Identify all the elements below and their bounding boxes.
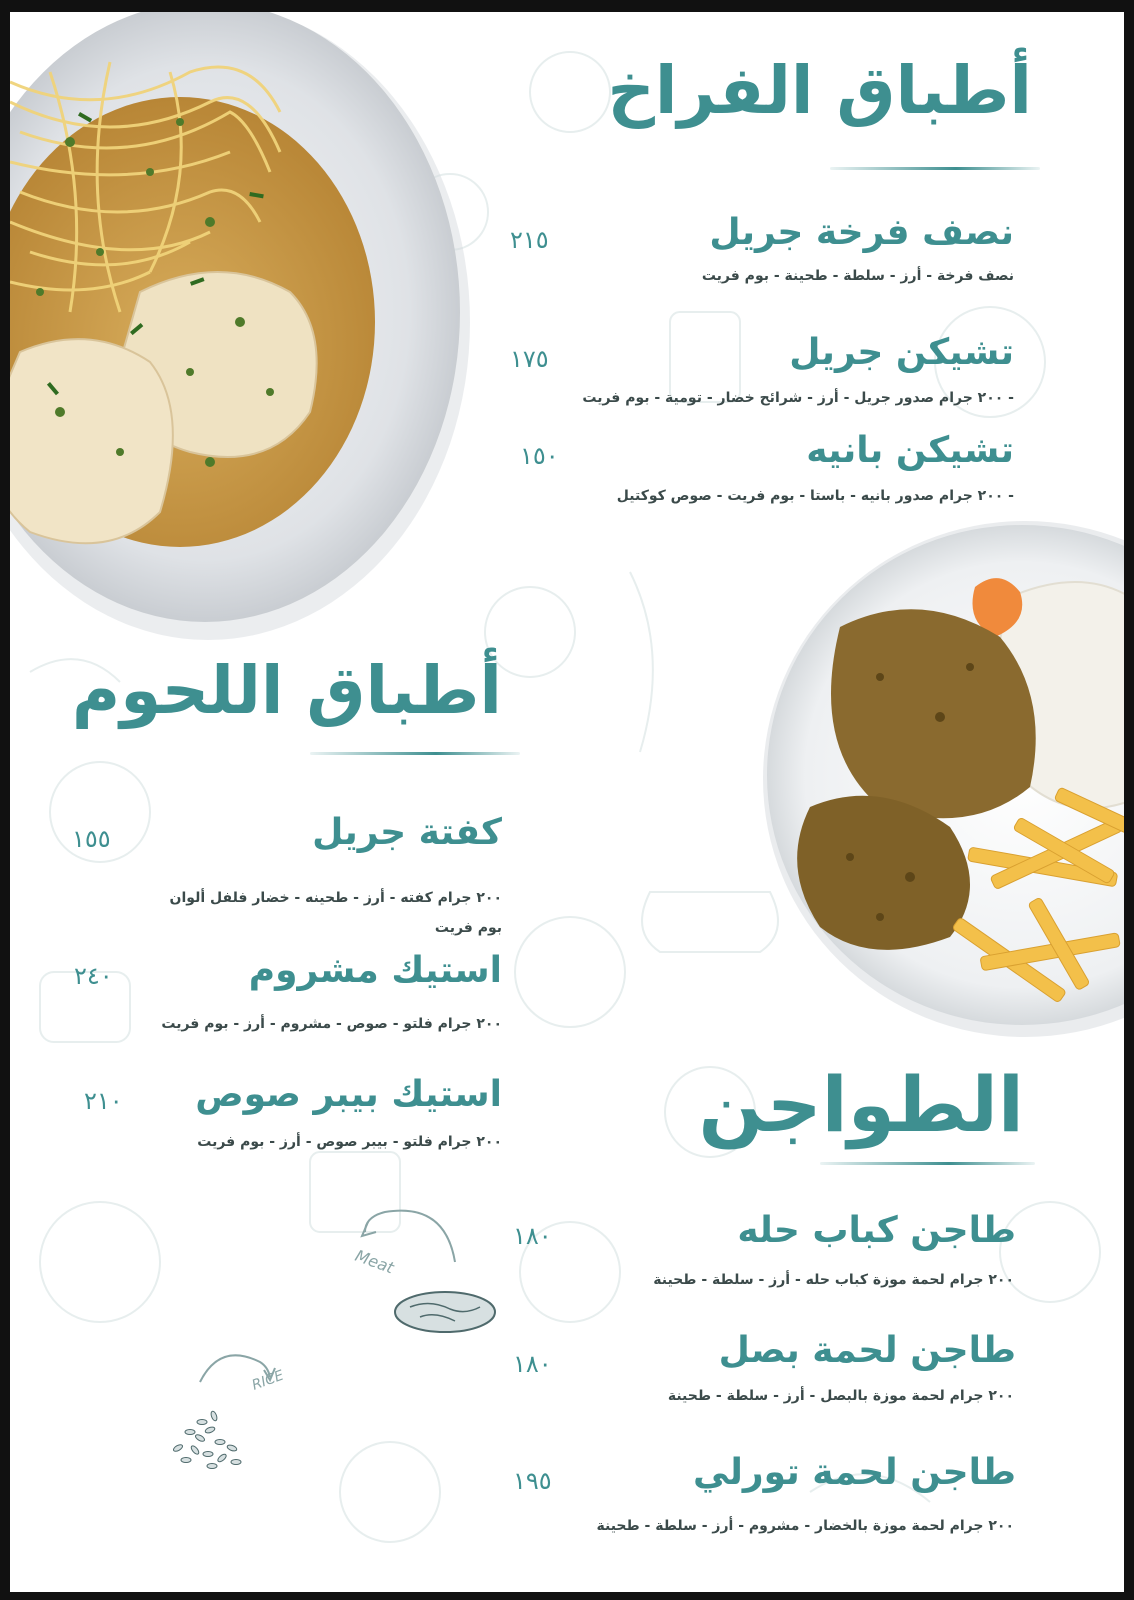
menu-page [10,12,1124,1592]
meat-title-underline [310,752,520,755]
chicken-title-underline [830,167,1040,170]
item-name-tagine-onion: طاجن لحمة بصل [718,1330,1016,1371]
desc-steak-pepper-sauce: ٢٠٠ جرام فلتو - بيبر صوص - أرز - بوم فريت [197,1134,502,1150]
meat-doodle-icon [340,1202,520,1352]
price-tagine-torly: ١٩٥ [513,1467,552,1495]
price-chicken-pane: ١٥٠ [520,442,559,470]
item-name-tagine-torly: طاجن لحمة تورلي [692,1452,1016,1493]
desc-tagine-kebab: ٢٠٠ جرام لحمة موزة كباب حله - أرز - سلطة - طحينة [653,1272,1014,1288]
desc-chicken-pane: - ٢٠٠ جرام صدور بانيه - باستا - بوم فريت - صوص كوكتيل [616,488,1014,504]
price-half-chicken-grill: ٢١٥ [510,226,549,254]
tagines-title-underline [820,1162,1035,1165]
desc-steak-mushroom: ٢٠٠ جرام فلتو - صوص - مشروم - أرز - بوم فريت [161,1016,502,1032]
item-name-steak-mushroom: استيك مشروم [248,950,502,991]
tagines-section-title: الطواجن [698,1060,1024,1149]
item-name-chicken-pane: تشيكن بانيه [806,430,1014,471]
desc-kofta-grill-line1: ٢٠٠ جرام كفته - أرز - طحينه - خضار فلفل ألوان [169,890,502,906]
meat-section-title: أطباق اللحوم [71,652,502,729]
item-name-half-chicken-grill: نصف فرخة جريل [709,212,1014,253]
price-tagine-kebab: ١٨٠ [513,1222,552,1250]
item-name-steak-pepper-sauce: استيك بيبر صوص [195,1074,502,1115]
meat-doodle-label: Meat [352,1245,397,1278]
desc-kofta-grill-line2: بوم فريت [434,920,502,936]
chicken-section-title: أطباق الفراخ [607,52,1032,129]
rice-doodle-icon [150,1332,310,1482]
item-name-kofta-grill: كفتة جريل [312,812,502,853]
item-name-chicken-grill: تشيكن جريل [789,332,1014,373]
desc-half-chicken-grill: نصف فرخة - أرز - سلطة - طحينة - بوم فريت [701,268,1014,284]
price-tagine-onion: ١٨٠ [513,1350,552,1378]
chicken-rice-fries-plate-icon [760,517,1124,1037]
pasta-chicken-plate-icon [10,12,470,642]
rice-doodle-label: RICE [249,1367,286,1394]
desc-tagine-onion: ٢٠٠ جرام لحمة موزة بالبصل - أرز - سلطة - طحينة [667,1388,1014,1404]
price-kofta-grill: ١٥٥ [72,825,111,853]
item-name-tagine-kebab: طاجن كباب حله [737,1210,1016,1251]
price-chicken-grill: ١٧٥ [510,345,549,373]
desc-tagine-torly: ٢٠٠ جرام لحمة موزة بالخضار - مشروم - أرز - سلطة - طحينة [596,1518,1014,1534]
desc-chicken-grill: - ٢٠٠ جرام صدور جريل - أرز - شرائح خضار - تومية - بوم فريت [582,390,1014,406]
price-steak-pepper-sauce: ٢١٠ [84,1087,123,1115]
price-steak-mushroom: ٢٤٠ [74,962,113,990]
